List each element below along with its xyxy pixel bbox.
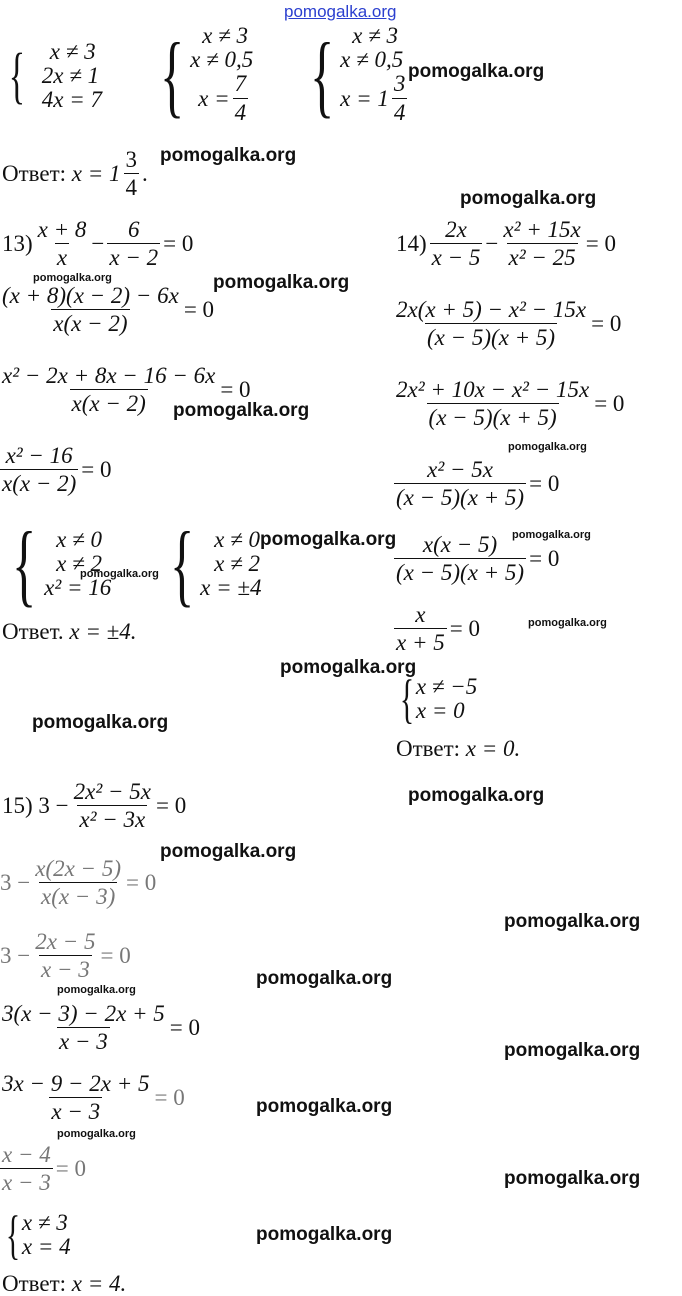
- fraction-denominator: x − 3: [2, 1170, 51, 1195]
- system-2-row-1: x ≠ 3: [202, 23, 249, 48]
- fraction-numerator: 3: [125, 147, 138, 172]
- fraction-numerator: 2x(x + 5) − x² − 15x: [396, 297, 587, 322]
- brace-icon: {: [399, 669, 415, 729]
- rhs: = 0: [100, 943, 131, 968]
- fraction-numerator: 2x − 5: [35, 929, 96, 954]
- watermark: pomogalka.org: [160, 841, 297, 862]
- fraction-numerator: 3(x − 3) − 2x + 5: [2, 1001, 165, 1026]
- rhs: = 0: [81, 457, 112, 482]
- answer-tail: .: [142, 161, 148, 186]
- brace-icon: {: [5, 1205, 21, 1265]
- fraction-denominator: (x − 5)(x + 5): [396, 560, 525, 585]
- fraction-numerator: x² − 2x + 8x − 16 − 6x: [2, 363, 216, 388]
- system-row: x = 0: [415, 698, 465, 723]
- watermark: pomogalka.org: [508, 441, 587, 453]
- fraction-denominator: 4: [393, 100, 406, 126]
- watermark: pomogalka.org: [460, 188, 597, 209]
- p13-answer: [2, 620, 137, 643]
- fraction-denominator: x² − 25: [508, 245, 576, 270]
- fraction-denominator: (x − 5)(x + 5): [396, 485, 525, 510]
- watermark-top-link[interactable]: pomogalka.org: [284, 2, 397, 21]
- system-row: x ≠ 3: [21, 1209, 68, 1235]
- p15-line-6: [0, 1143, 86, 1194]
- fraction-denominator: x − 5: [431, 245, 481, 270]
- lhs: 3 −: [0, 943, 31, 968]
- fraction-denominator: x² − 3x: [79, 807, 146, 832]
- system-2-row-3: x =: [198, 85, 230, 111]
- fraction-denominator: x: [56, 245, 68, 270]
- system-1-row-3: 4x = 7: [41, 87, 102, 113]
- brace-icon: {: [169, 513, 195, 615]
- p15-line-2: [0, 857, 156, 908]
- answer-label: Ответ:: [396, 736, 461, 761]
- system-row: x ≠ 0: [56, 526, 103, 552]
- p14-line-6: [394, 603, 480, 654]
- fraction-numerator: 2x: [445, 217, 467, 242]
- p14-line-1: [396, 218, 616, 269]
- answer-expression: x = 0.: [465, 736, 521, 761]
- rhs: = 0: [154, 1085, 185, 1110]
- watermark: pomogalka.org: [173, 400, 310, 421]
- system-3: [300, 24, 410, 126]
- p13-line-2: [0, 284, 214, 335]
- system-2: [150, 24, 253, 126]
- fraction-numerator: x² − 5x: [427, 457, 493, 482]
- system-3-row-1: x ≠ 3: [352, 23, 399, 48]
- fraction-numerator: (x + 8)(x − 2) − 6x: [2, 283, 179, 308]
- fraction-denominator: x(x − 3): [40, 884, 116, 909]
- fraction-numerator: 3: [393, 71, 406, 97]
- watermark: pomogalka.org: [280, 657, 417, 678]
- p13-line-4: [0, 444, 112, 495]
- p13-system-a: [2, 513, 112, 615]
- fraction-numerator: x² + 15x: [503, 217, 581, 242]
- fraction-denominator: x − 3: [40, 957, 90, 982]
- p15-answer: [2, 1272, 126, 1295]
- watermark: pomogalka.org: [33, 272, 112, 284]
- fraction-numerator: 3x − 9 − 2x + 5: [2, 1071, 150, 1096]
- watermark: pomogalka.org: [213, 272, 350, 293]
- answer-expression: x = 4.: [71, 1271, 127, 1296]
- rhs: = 0: [155, 793, 187, 818]
- rhs: = 0: [591, 311, 622, 336]
- problem-number: 14): [396, 231, 427, 256]
- rhs: = 0: [183, 297, 215, 322]
- answer-label: Ответ:: [2, 161, 67, 186]
- watermark: pomogalka.org: [256, 968, 393, 989]
- fraction-numerator: x(x − 5): [422, 532, 498, 557]
- rhs: = 0: [55, 1156, 86, 1181]
- p14-line-5: [394, 533, 559, 584]
- system-row: x = ±4: [200, 575, 262, 601]
- fraction-numerator: x² − 16: [5, 443, 73, 468]
- p14-line-3: [394, 378, 624, 429]
- watermark: pomogalka.org: [260, 529, 397, 550]
- fraction-denominator: (x − 5)(x + 5): [428, 405, 557, 430]
- fraction-denominator: x − 3: [51, 1099, 101, 1124]
- system-3-row-2: x ≠ 0,5: [340, 47, 404, 73]
- system-1-row-2: 2x ≠ 1: [41, 63, 100, 89]
- fraction-denominator: x + 5: [396, 630, 445, 655]
- fraction-denominator: x(x − 2): [53, 311, 128, 336]
- brace-icon: {: [11, 513, 37, 615]
- p14-line-4: [394, 458, 559, 509]
- brace-icon: {: [309, 23, 335, 126]
- system-2-row-2: x ≠ 0,5: [190, 47, 254, 73]
- system-row: x ≠ 2: [56, 550, 103, 576]
- rhs: = 0: [585, 231, 616, 256]
- watermark: pomogalka.org: [160, 145, 297, 166]
- answer-label: Ответ.: [2, 619, 64, 644]
- fraction-numerator: 6: [128, 217, 140, 242]
- problem-number: 15) 3 −: [2, 793, 69, 818]
- system-row: x ≠ 0: [214, 526, 261, 552]
- fraction-denominator: x − 2: [109, 245, 159, 270]
- watermark: pomogalka.org: [408, 785, 545, 806]
- system-1-row-1: x ≠ 3: [49, 39, 96, 64]
- fraction-numerator: x(2x − 5): [35, 856, 121, 881]
- answer-1: [2, 148, 148, 199]
- system-1: [2, 40, 102, 112]
- watermark: pomogalka.org: [57, 1128, 136, 1140]
- watermark: pomogalka.org: [408, 61, 545, 82]
- rhs: = 0: [163, 231, 194, 256]
- watermark: pomogalka.org: [512, 529, 591, 541]
- operator: −: [91, 231, 105, 256]
- problem-number: 13): [2, 231, 33, 256]
- fraction-numerator: x − 4: [2, 1142, 51, 1167]
- fraction-denominator: 4: [234, 100, 247, 126]
- watermark: pomogalka.org: [504, 1040, 641, 1061]
- p14-system: [394, 669, 478, 729]
- p14-line-2: [394, 298, 621, 349]
- watermark: pomogalka.org: [256, 1096, 393, 1117]
- fraction-denominator: x(x − 2): [2, 471, 77, 496]
- lhs: 3 −: [0, 870, 31, 895]
- p13-line-1: [2, 218, 193, 269]
- watermark: pomogalka.org: [256, 1224, 393, 1245]
- watermark: pomogalka.org: [80, 568, 159, 580]
- system-row: x² = 16: [44, 575, 112, 601]
- fraction-denominator: x − 3: [59, 1029, 108, 1054]
- p15-line-1: [2, 780, 186, 831]
- p14-answer: [396, 737, 520, 760]
- operator: −: [485, 231, 499, 256]
- watermark: pomogalka.org: [504, 911, 641, 932]
- fraction-numerator: 2x² + 10x − x² − 15x: [396, 377, 590, 402]
- p15-line-4: [0, 1002, 200, 1053]
- watermark: pomogalka.org: [32, 712, 169, 733]
- fraction-numerator: x: [415, 602, 426, 627]
- brace-icon: {: [159, 23, 185, 126]
- rhs: = 0: [169, 1015, 201, 1040]
- system-3-row-3: x = 1: [340, 85, 389, 111]
- watermark: pomogalka.org: [504, 1168, 641, 1189]
- rhs: = 0: [126, 870, 157, 895]
- system-row: x = 4: [21, 1234, 71, 1259]
- answer-expression: x = ±4.: [69, 619, 137, 644]
- p13-system-b: [160, 513, 262, 615]
- system-row: x ≠ −5: [415, 673, 478, 699]
- watermark: pomogalka.org: [528, 617, 607, 629]
- fraction-denominator: 4: [125, 175, 138, 200]
- fraction-denominator: (x − 5)(x + 5): [427, 325, 556, 350]
- p15-line-3: [0, 930, 131, 981]
- p15-system: [0, 1205, 71, 1265]
- answer-label: Ответ:: [2, 1271, 67, 1296]
- p15-line-5: [0, 1072, 185, 1123]
- fraction-denominator: x(x − 2): [71, 391, 146, 416]
- brace-icon: {: [8, 42, 26, 111]
- fraction-numerator: 2x² − 5x: [73, 779, 151, 804]
- rhs: = 0: [594, 391, 625, 416]
- fraction-numerator: 7: [234, 71, 247, 97]
- rhs: = 0: [220, 377, 251, 402]
- rhs: = 0: [529, 546, 560, 571]
- fraction-numerator: x + 8: [37, 217, 87, 242]
- system-row: x ≠ 2: [214, 550, 261, 576]
- watermark: pomogalka.org: [57, 984, 136, 996]
- rhs: = 0: [449, 616, 480, 641]
- answer-expression: x = 1: [71, 161, 121, 186]
- rhs: = 0: [529, 471, 560, 496]
